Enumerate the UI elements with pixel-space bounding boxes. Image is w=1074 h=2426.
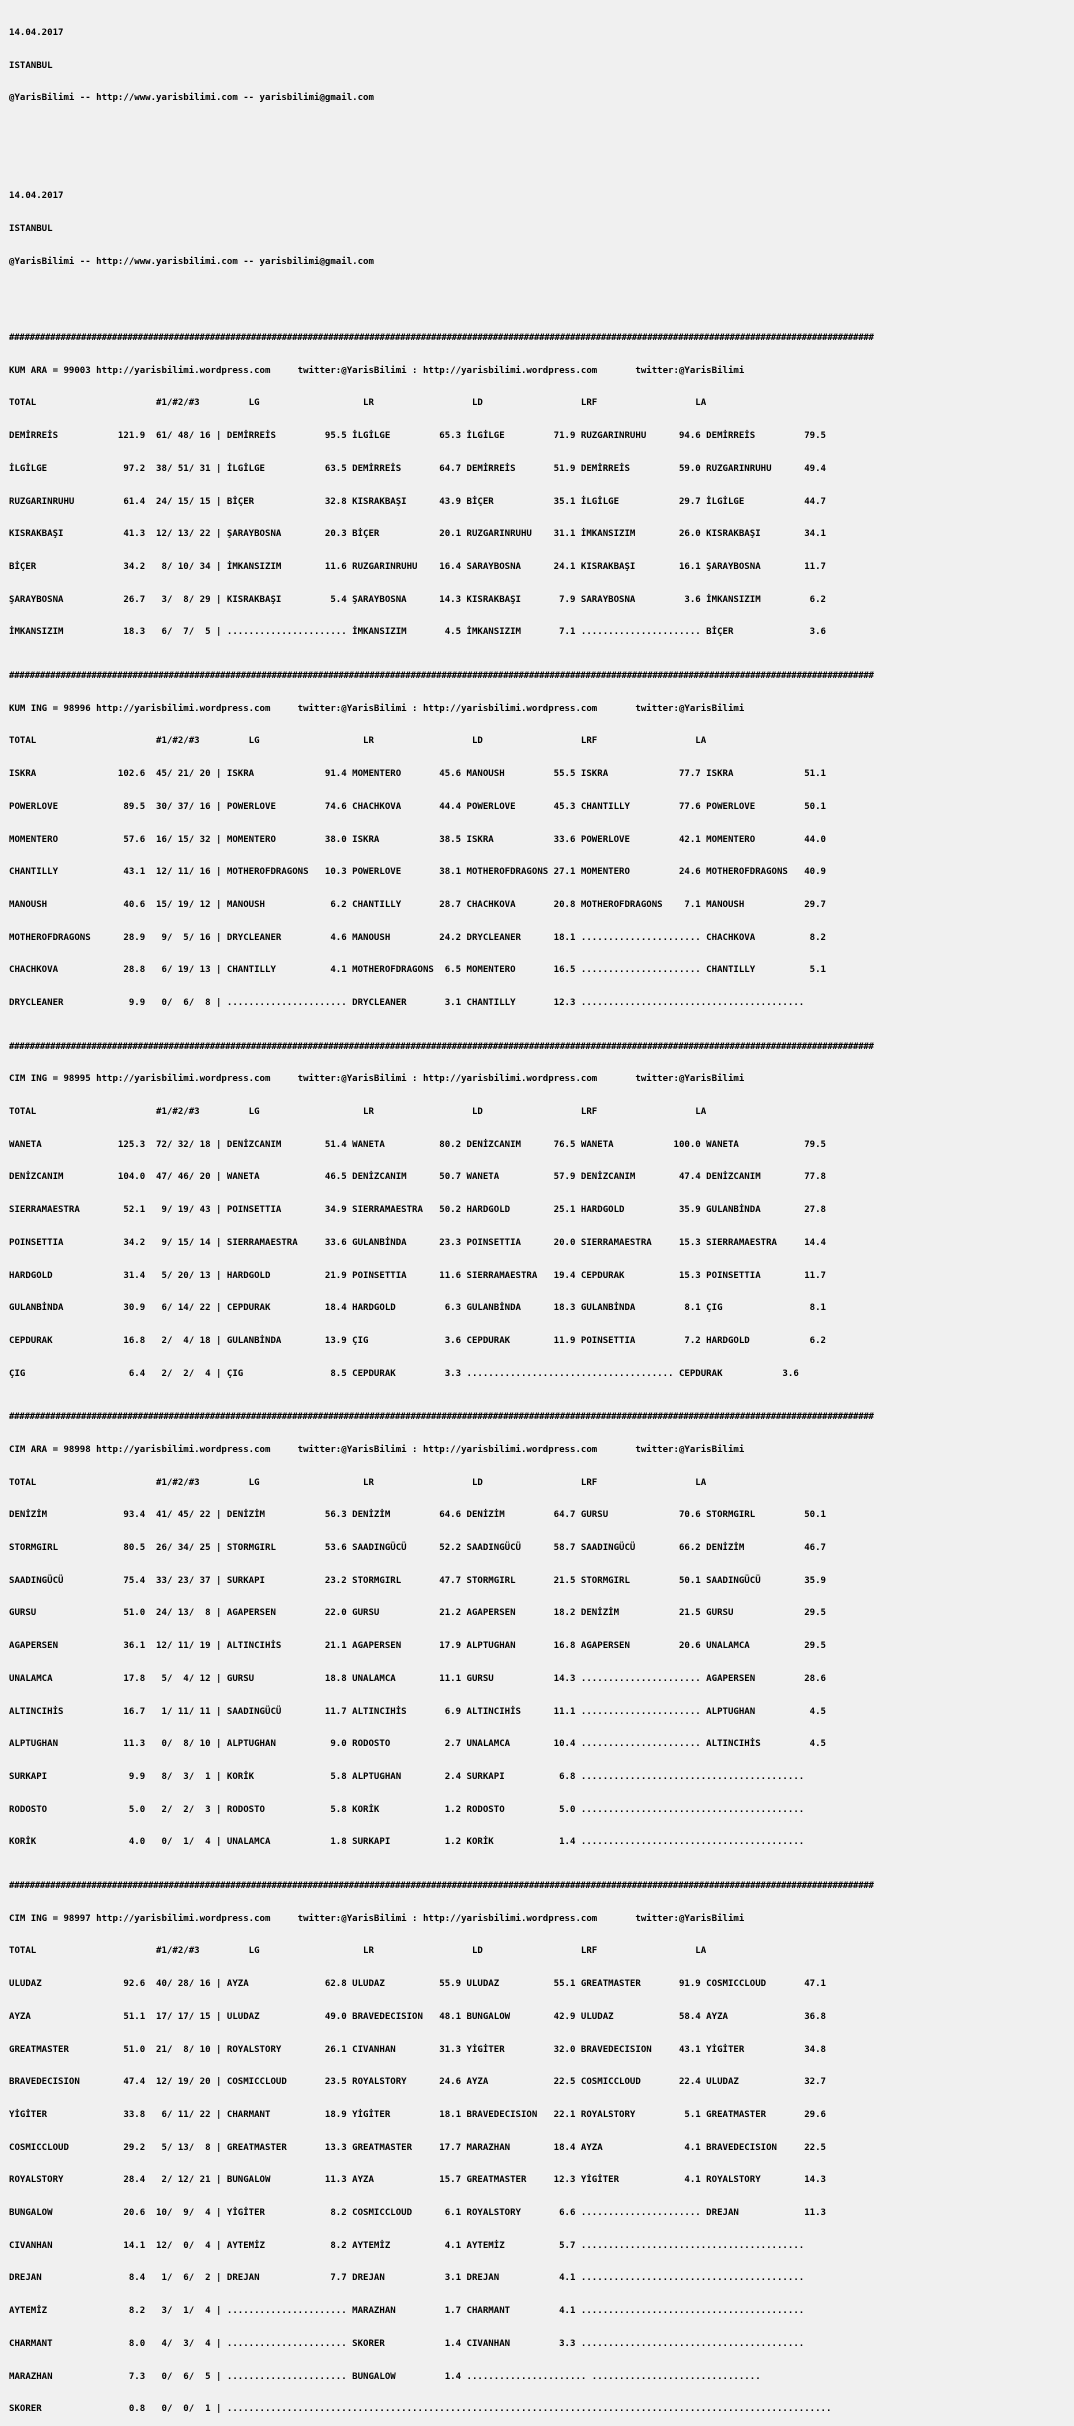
section-title-kum-ing: KUM ING = 98996 http://yarisbilimi.wordpress.com twitter:@YarisBilimi : http://yarisbilimi.wordpress.com twitter:@YarisBilimi [9, 703, 745, 714]
table-row: ŞARAYBOSNA 26.7 3/ 8/ 29 | KISRAKBAŞI 5.4 ŞARAYBOSNA 14.3 KISRAKBAŞI 7.9 SARAYBOSNA 3.6 İMKANSIZIM 6.2 [9, 594, 827, 605]
table-row: COSMICCLOUD 29.2 5/ 13/ 8 | GREATMASTER 13.3 GREATMASTER 17.7 MARAZHAN 18.4 AYZA 4.1 BRAVEDECISION 22.5 [9, 2142, 827, 2153]
table-row: STORMGIRL 80.5 26/ 34/ 25 | STORMGIRL 53.6 SAADINGÜCÜ 52.2 SAADINGÜCÜ 58.7 SAADINGÜCÜ 66.2 DENİZİM 46.7 [9, 1543, 827, 1554]
table-row: BİÇER 34.2 8/ 10/ 34 | İMKANSIZIM 11.6 RUZGARINRUHU 16.4 SARAYBOSNA 24.1 KISRAKBAŞI 16.1 ŞARAYBOSNA 11.7 [9, 561, 827, 572]
column-headers: TOTAL #1/#2/#3 LG LR LD LRF LA [9, 736, 707, 747]
table-row: DENİZİM 93.4 41/ 45/ 22 | DENİZİM 56.3 DENİZİM 64.6 DENİZİM 64.7 GURSU 70.6 STORMGIRL 50.1 [9, 1510, 827, 1521]
table-row: SAADINGÜCÜ 75.4 33/ 23/ 37 | SURKAPI 23.2 STORMGIRL 47.7 STORMGIRL 21.5 STORMGIRL 50.1 SAADINGÜCÜ 35.9 [9, 1575, 827, 1586]
table-row: CHARMANT 8.0 4/ 3/ 4 | ...................... SKORER 1.4 CIVANHAN 3.3 ......................................... [9, 2338, 805, 2349]
table-row: POINSETTIA 34.2 9/ 15/ 14 | SIERRAMAESTRA 33.6 GULANBİNDA 23.3 POINSETTIA 20.0 SIERRAMAESTRA 15.3 SIERRAMAESTRA 14.4 [9, 1237, 827, 1248]
table-row: HARDGOLD 31.4 5/ 20/ 13 | HARDGOLD 21.9 POINSETTIA 11.6 SIERRAMAESTRA 19.4 CEPDURAK 15.3 POINSETTIA 11.7 [9, 1270, 827, 1281]
table-row: RODOSTO 5.0 2/ 2/ 3 | RODOSTO 5.8 KORİK 1.2 RODOSTO 5.0 ......................................... [9, 1804, 805, 1815]
header-city: ISTANBUL [9, 60, 53, 71]
table-row: DRYCLEANER 9.9 0/ 6/ 8 | ...................... DRYCLEANER 3.1 CHANTILLY 12.3 ......................................... [9, 998, 805, 1009]
header-contact-repeat: @YarisBilimi -- http://www.yarisbilimi.com -- yarisbilimi@gmail.com [9, 256, 374, 267]
header-date-repeat: 14.04.2017 [9, 191, 64, 202]
table-row: MANOUSH 40.6 15/ 19/ 12 | MANOUSH 6.2 CHANTILLY 28.7 CHACHKOVA 20.8 MOTHEROFDRAGONS 7.1 MANOUSH 29.7 [9, 899, 827, 910]
table-row: SURKAPI 9.9 8/ 3/ 1 | KORİK 5.8 ALPTUGHAN 2.4 SURKAPI 6.8 ......................................... [9, 1772, 805, 1782]
table-row: CEPDURAK 16.8 2/ 4/ 18 | GULANBİNDA 13.9 ÇIG 3.6 CEPDURAK 11.9 POINSETTIA 7.2 HARDGOLD 6.2 [9, 1335, 827, 1346]
section-divider: ######################################################################################################################################################################## [9, 670, 874, 681]
table-row: MARAZHAN 7.3 0/ 6/ 5 | ...................... BUNGALOW 1.4 ...................... ............................... [9, 2371, 761, 2382]
table-row: GREATMASTER 51.0 21/ 8/ 10 | ROYALSTORY 26.1 CIVANHAN 31.3 YİGİTER 32.0 BRAVEDECISION 43.1 YİGİTER 34.8 [9, 2044, 827, 2055]
table-row: AYTEMİZ 8.2 3/ 1/ 4 | ...................... MARAZHAN 1.7 CHARMANT 4.1 ......................................... [9, 2306, 805, 2317]
table-row: İLGİLGE 97.2 38/ 51/ 31 | İLGİLGE 63.5 DEMİRREİS 64.7 DEMİRREİS 51.9 DEMİRREİS 59.0 RUZGARINRUHU 49.4 [9, 463, 827, 474]
table-row: MOTHEROFDRAGONS 28.9 9/ 5/ 16 | DRYCLEANER 4.6 MANOUSH 24.2 DRYCLEANER 18.1 ...................... CHACHKOVA 8.2 [9, 932, 827, 943]
section-divider: ######################################################################################################################################################################## [9, 1041, 874, 1052]
section-title-cim-ing-98997: CIM ING = 98997 http://yarisbilimi.wordpress.com twitter:@YarisBilimi : http://yarisbilimi.wordpress.com twitter:@YarisBilimi [9, 1913, 745, 1924]
table-row: CHANTILLY 43.1 12/ 11/ 16 | MOTHEROFDRAGONS 10.3 POWERLOVE 38.1 MOTHEROFDRAGONS 27.1 MOMENTERO 24.6 MOTHEROFDRAGONS 40.9 [9, 867, 827, 878]
table-row: WANETA 125.3 72/ 32/ 18 | DENİZCANIM 51.4 WANETA 80.2 DENİZCANIM 76.5 WANETA 100.0 WANETA 79.5 [9, 1139, 827, 1150]
table-row: SKORER 0.8 0/ 0/ 1 | ............................................................................................................... [9, 2404, 832, 2415]
table-row: KORİK 4.0 0/ 1/ 4 | UNALAMCA 1.8 SURKAPI 1.2 KORİK 1.4 ......................................... [9, 1837, 805, 1848]
table-row: ISKRA 102.6 45/ 21/ 20 | ISKRA 91.4 MOMENTERO 45.6 MANOUSH 55.5 ISKRA 77.7 ISKRA 51.1 [9, 769, 827, 780]
header-contact: @YarisBilimi -- http://www.yarisbilimi.com -- yarisbilimi@gmail.com [9, 93, 374, 104]
table-row: AGAPERSEN 36.1 12/ 11/ 19 | ALTINCIHİS 21.1 AGAPERSEN 17.9 ALPTUGHAN 16.8 AGAPERSEN 20.6 UNALAMCA 29.5 [9, 1641, 827, 1652]
table-row: GURSU 51.0 24/ 13/ 8 | AGAPERSEN 22.0 GURSU 21.2 AGAPERSEN 18.2 DENİZİM 21.5 GURSU 29.5 [9, 1608, 827, 1619]
table-row: DREJAN 8.4 1/ 6/ 2 | DREJAN 7.7 DREJAN 3.1 DREJAN 4.1 ......................................... [9, 2273, 805, 2284]
table-row: ALTINCIHİS 16.7 1/ 11/ 11 | SAADINGÜCÜ 11.7 ALTINCIHİS 6.9 ALTINCIHİS 11.1 ...................... ALPTUGHAN 4.5 [9, 1706, 827, 1717]
table-row: POWERLOVE 89.5 30/ 37/ 16 | POWERLOVE 74.6 CHACHKOVA 44.4 POWERLOVE 45.3 CHANTILLY 77.6 POWERLOVE 50.1 [9, 801, 827, 812]
table-row: BRAVEDECISION 47.4 12/ 19/ 20 | COSMICCLOUD 23.5 ROYALSTORY 24.6 AYZA 22.5 COSMICCLOUD 22.4 ULUDAZ 32.7 [9, 2077, 827, 2088]
blank-line [9, 126, 1074, 137]
table-row: SIERRAMAESTRA 52.1 9/ 19/ 43 | POINSETTIA 34.9 SIERRAMAESTRA 50.2 HARDGOLD 25.1 HARDGOLD 35.9 GULANBİNDA 27.8 [9, 1205, 827, 1216]
table-row: CHACHKOVA 28.8 6/ 19/ 13 | CHANTILLY 4.1 MOTHEROFDRAGONS 6.5 MOMENTERO 16.5 ...................... CHANTILLY 5.1 [9, 965, 827, 976]
table-row: ÇIG 6.4 2/ 2/ 4 | ÇIG 8.5 CEPDURAK 3.3 ...................................... CEPDURAK 3.6 [9, 1368, 799, 1379]
blank-line [9, 289, 1074, 300]
column-headers: TOTAL #1/#2/#3 LG LR LD LRF LA [9, 1477, 707, 1488]
section-divider: ######################################################################################################################################################################## [9, 333, 874, 344]
table-row: RUZGARINRUHU 61.4 24/ 15/ 15 | BİÇER 32.8 KISRAKBAŞI 43.9 BİÇER 35.1 İLGİLGE 29.7 İLGİLGE 44.7 [9, 496, 827, 507]
column-headers: TOTAL #1/#2/#3 LG LR LD LRF LA [9, 398, 707, 409]
table-row: GULANBİNDA 30.9 6/ 14/ 22 | CEPDURAK 18.4 HARDGOLD 6.3 GULANBİNDA 18.3 GULANBİNDA 8.1 ÇIG 8.1 [9, 1303, 827, 1314]
table-row: UNALAMCA 17.8 5/ 4/ 12 | GURSU 18.8 UNALAMCA 11.1 GURSU 14.3 ...................... AGAPERSEN 28.6 [9, 1673, 827, 1684]
table-row: BUNGALOW 20.6 10/ 9/ 4 | YİGİTER 8.2 COSMICCLOUD 6.1 ROYALSTORY 6.6 ...................... DREJAN 11.3 [9, 2208, 827, 2219]
table-row: CIVANHAN 14.1 12/ 0/ 4 | AYTEMİZ 8.2 AYTEMİZ 4.1 AYTEMİZ 5.7 ......................................... [9, 2240, 805, 2251]
table-row: ALPTUGHAN 11.3 0/ 8/ 10 | ALPTUGHAN 9.0 RODOSTO 2.7 UNALAMCA 10.4 ...................... ALTINCIHİS 4.5 [9, 1739, 827, 1750]
column-headers: TOTAL #1/#2/#3 LG LR LD LRF LA [9, 1946, 707, 1957]
blank-line [9, 159, 1074, 170]
section-divider: ######################################################################################################################################################################## [9, 1881, 874, 1892]
table-row: ROYALSTORY 28.4 2/ 12/ 21 | BUNGALOW 11.3 AYZA 15.7 GREATMASTER 12.3 YİGİTER 4.1 ROYALSTORY 14.3 [9, 2175, 827, 2186]
table-row: İMKANSIZIM 18.3 6/ 7/ 5 | ...................... İMKANSIZIM 4.5 İMKANSIZIM 7.1 ...................... BİÇER 3.6 [9, 627, 827, 638]
table-row: DEMİRREİS 121.9 61/ 48/ 16 | DEMİRREİS 95.5 İLGİLGE 65.3 İLGİLGE 71.9 RUZGARINRUHU 94.6 DEMİRREİS 79.5 [9, 431, 827, 442]
table-row: DENİZCANIM 104.0 47/ 46/ 20 | WANETA 46.5 DENİZCANIM 50.7 WANETA 57.9 DENİZCANIM 47.4 DENİZCANIM 77.8 [9, 1172, 827, 1183]
header-date: 14.04.2017 [9, 27, 64, 38]
table-row: MOMENTERO 57.6 16/ 15/ 32 | MOMENTERO 38.0 ISKRA 38.5 ISKRA 33.6 POWERLOVE 42.1 MOMENTERO 44.0 [9, 834, 827, 845]
table-row: ULUDAZ 92.6 40/ 28/ 16 | AYZA 62.8 ULUDAZ 55.9 ULUDAZ 55.1 GREATMASTER 91.9 COSMICCLOUD 47.1 [9, 1979, 827, 1990]
column-headers: TOTAL #1/#2/#3 LG LR LD LRF LA [9, 1107, 707, 1118]
table-row: AYZA 51.1 17/ 17/ 15 | ULUDAZ 49.0 BRAVEDECISION 48.1 BUNGALOW 42.9 ULUDAZ 58.4 AYZA 36.8 [9, 2011, 827, 2022]
section-title-kum-ara: KUM ARA = 99003 http://yarisbilimi.wordpress.com twitter:@YarisBilimi : http://yarisbilimi.wordpress.com twitter:@YarisBilimi [9, 365, 745, 376]
section-title-cim-ing-98995: CIM ING = 98995 http://yarisbilimi.wordpress.com twitter:@YarisBilimi : http://yarisbilimi.wordpress.com twitter:@YarisBilimi [9, 1074, 745, 1085]
header-city-repeat: ISTANBUL [9, 224, 53, 235]
table-row: YİGİTER 33.8 6/ 11/ 22 | CHARMANT 18.9 YİGİTER 18.1 BRAVEDECISION 22.1 ROYALSTORY 5.1 GREATMASTER 29.6 [9, 2109, 827, 2120]
section-divider: ######################################################################################################################################################################## [9, 1412, 874, 1423]
section-title-cim-ara: CIM ARA = 98998 http://yarisbilimi.wordpress.com twitter:@YarisBilimi : http://yarisbilimi.wordpress.com twitter:@YarisBilimi [9, 1444, 745, 1455]
table-row: KISRAKBAŞI 41.3 12/ 13/ 22 | ŞARAYBOSNA 20.3 BİÇER 20.1 RUZGARINRUHU 31.1 İMKANSIZIM 26.0 KISRAKBAŞI 34.1 [9, 529, 827, 540]
